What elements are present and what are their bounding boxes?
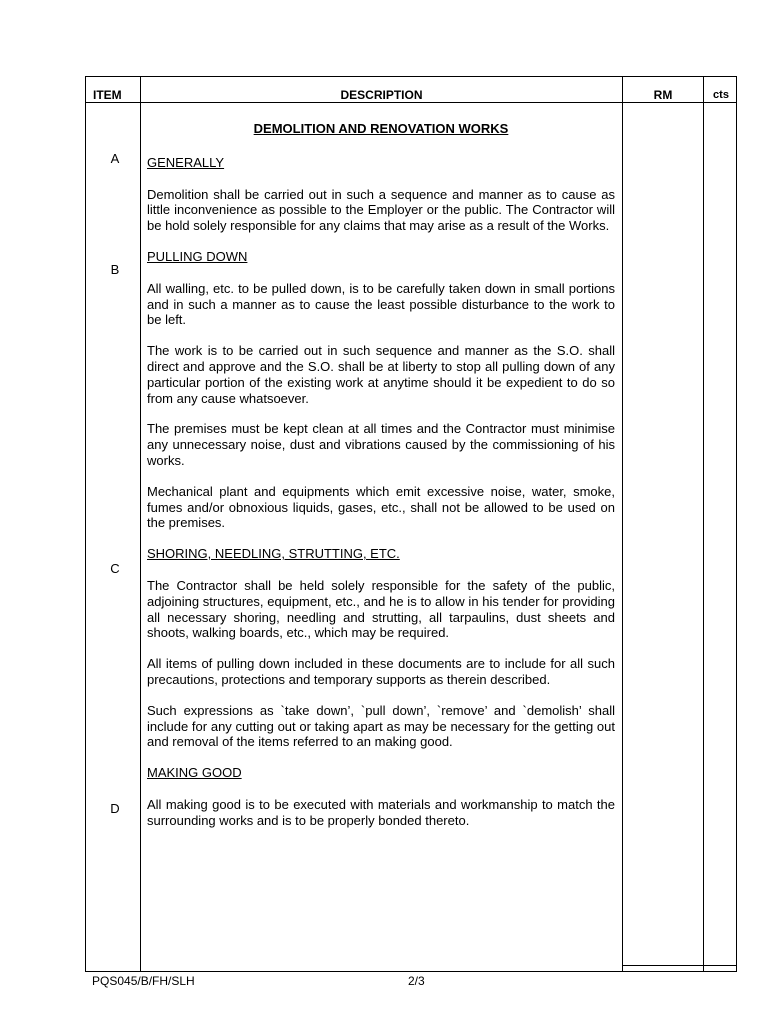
column-divider-description	[622, 77, 623, 971]
header-divider	[86, 102, 736, 103]
description-content	[147, 121, 615, 844]
paragraph: Mechanical plant and equipments which emit excessive noise, water, smoke, fumes and/or obnoxious liquids, gases, etc., shall not be allowed to be used on the premises.	[147, 483, 615, 531]
header-rm: RM	[653, 88, 673, 102]
heading-pulling-down: PULLING DOWN	[147, 248, 248, 264]
item-letter-d: D	[110, 801, 120, 816]
paragraph: All items of pulling down included in these documents are to include for all such precautions, protections and temporary supports as therein described.	[147, 656, 615, 687]
column-divider-rm	[703, 77, 704, 971]
bill-table	[85, 76, 737, 972]
paragraph: Such expressions as `take down’, `pull down’, `remove’ and `demolish’ shall include for any cutting out or taking apart as may be necessary for the getting out and removal of the items referred to an making good.	[147, 702, 615, 750]
section-title: DEMOLITION AND RENOVATION WORKS	[253, 121, 509, 136]
paragraph: The work is to be carried out in such sequence and manner as the S.O. shall direct and approve and the S.O. shall be at liberty to stop all pulling down of any particular portion of the existing work at anytime should it be expedient to do so from any cause whatsoever.	[147, 343, 615, 406]
item-letter-b: B	[110, 262, 120, 277]
column-divider-item	[140, 77, 141, 971]
item-letter-a: A	[110, 151, 120, 166]
header-cts: cts	[713, 89, 729, 101]
item-letter-c: C	[110, 561, 120, 576]
footer-reference: PQS045/B/FH/SLH	[92, 974, 195, 988]
header-item: ITEM	[93, 88, 122, 102]
heading-generally: GENERALLY	[147, 154, 225, 170]
paragraph: The premises must be kept clean at all times and the Contractor must minimise any unnecessary noise, dust and vibrations caused by the commissioning of his works.	[147, 421, 615, 468]
heading-making-good: MAKING GOOD	[147, 765, 242, 781]
paragraph: All walling, etc. to be pulled down, is to be carefully taken down in small portions and in such a manner as to cause the least possible disturbance to the work to be left.	[147, 280, 615, 328]
paragraph: All making good is to be executed with materials and workmanship to match the surrounding works and is to be properly bonded thereto.	[147, 796, 615, 828]
total-line-cts	[703, 965, 736, 966]
footer-page-number: 2/3	[408, 974, 425, 988]
header-description: DESCRIPTION	[340, 88, 423, 102]
total-line-rm	[622, 965, 703, 966]
paragraph: Demolition shall be carried out in such a sequence and manner as to cause as little inconvenience as possible to the Employer or the public. The Contractor will be hold solely responsible for any claims that may arise as a result of the Works.	[147, 186, 615, 234]
heading-shoring: SHORING, NEEDLING, STRUTTING, ETC.	[147, 546, 400, 562]
paragraph: The Contractor shall be held solely responsible for the safety of the public, adjoining structures, equipment, etc., and he is to allow in his tender for providing all necessary shoring, needling and strutting, all tarpaulins, dust sheets and shoots, walking boards, etc., which may be required.	[147, 577, 615, 641]
